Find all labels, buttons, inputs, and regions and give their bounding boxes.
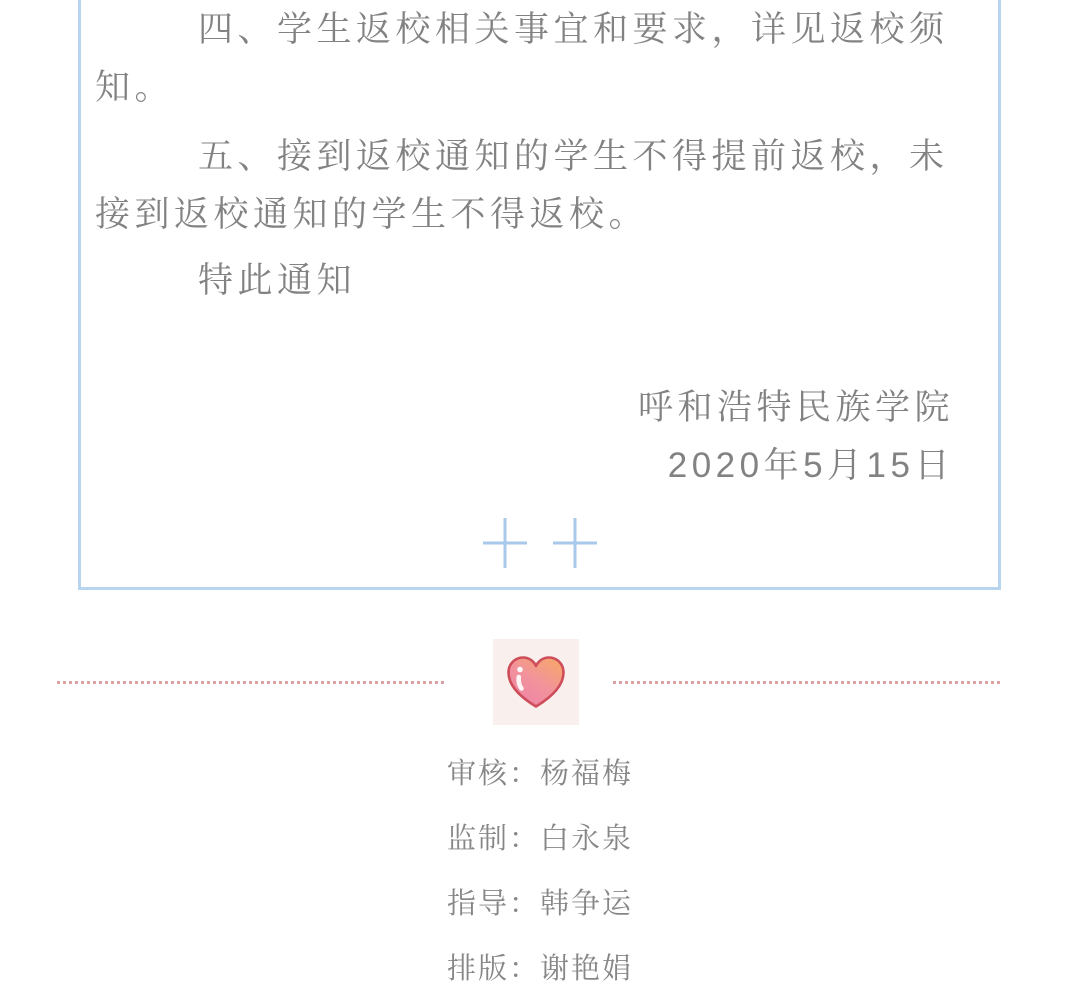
notice-paragraph-item4 — [95, 1, 984, 117]
notice-body — [81, 0, 998, 568]
notice-text-line: 四、学生返校相关事宜和要求，详见返校须 — [198, 10, 949, 49]
credit-role: 指导 — [446, 888, 509, 920]
plus-icon — [483, 518, 527, 568]
credit-role: 排版 — [446, 953, 509, 985]
credit-line-advisor — [0, 872, 1080, 937]
credit-separator: ： — [508, 888, 540, 920]
vertical-spacer — [95, 310, 984, 379]
plus-icon — [553, 518, 597, 568]
signature-date: 2020年5月15日 — [667, 446, 954, 485]
signature-org: 呼和浩特民族学院 — [637, 388, 954, 427]
dotted-line-right — [613, 681, 1003, 684]
credit-line-supervisor — [0, 807, 1080, 872]
credit-separator: ： — [508, 758, 540, 790]
heart-icon — [493, 639, 579, 725]
notice-closing — [95, 252, 984, 310]
credits-block — [0, 742, 1080, 1002]
dotted-divider — [57, 639, 1003, 725]
credit-name: 杨福梅 — [540, 758, 634, 790]
notice-text-line: 知。 — [95, 68, 175, 107]
credit-line-typesetter — [0, 937, 1080, 1002]
credit-name: 白永泉 — [540, 823, 634, 855]
credit-separator: ： — [508, 953, 540, 985]
notice-text-line: 五、接到返校通知的学生不得提前返校，未 — [198, 137, 949, 176]
notice-text-line: 接到返校通知的学生不得返校。 — [95, 195, 649, 234]
credit-separator: ： — [508, 823, 540, 855]
notice-card — [78, 0, 1001, 590]
plus-decoration-row — [95, 518, 984, 568]
credit-name: 韩争运 — [540, 888, 634, 920]
notice-paragraph-item5 — [95, 128, 984, 244]
credit-role: 监制 — [446, 823, 509, 855]
dotted-line-left — [57, 681, 447, 684]
credit-line-reviewer — [0, 742, 1080, 807]
credit-role: 审核 — [446, 758, 509, 790]
notice-text-line: 特此通知 — [198, 261, 357, 300]
credit-name: 谢艳娟 — [540, 953, 634, 985]
